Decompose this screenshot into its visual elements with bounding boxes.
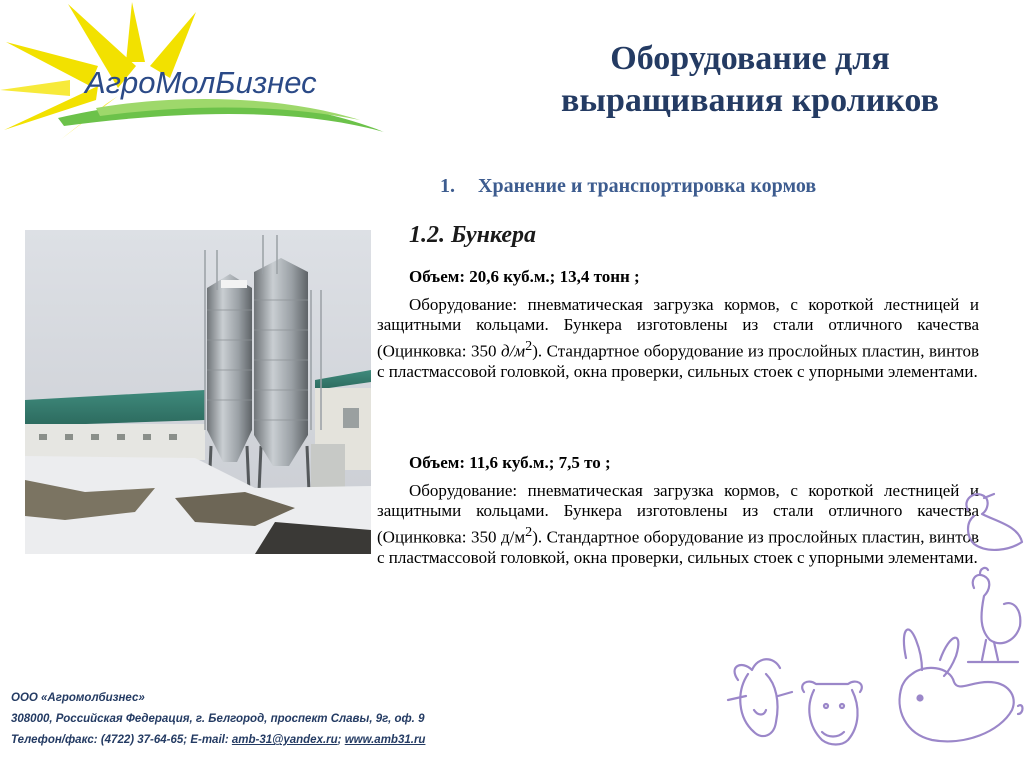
section-heading bbox=[440, 175, 816, 198]
company-phone-email: Телефон/факс: (4722) 37-64-65; E-mail: amb-31@yandex.ru; www.amb31.ru bbox=[11, 734, 426, 746]
farm-animals-illustration bbox=[718, 470, 1024, 768]
footer-contacts bbox=[11, 688, 425, 751]
agromolbiznes-logo bbox=[0, 0, 400, 150]
website-link[interactable]: www.amb31.ru bbox=[344, 734, 426, 746]
title-line-2: выращивания кроликов bbox=[561, 82, 939, 119]
spec-block-1 bbox=[377, 267, 979, 382]
silos-photo bbox=[25, 230, 371, 554]
company-address: 308000, Российская Федерация, г. Белгород, проспект Славы, 9г, оф. 9 bbox=[11, 713, 425, 725]
company-name: ООО «Агромолбизнес» bbox=[11, 692, 145, 704]
email-link[interactable]: amb-31@yandex.ru bbox=[231, 734, 338, 746]
volume-line: Объем: 20,6 куб.м.; 13,4 тонн ; bbox=[409, 267, 640, 286]
title-line-1: Оборудование для bbox=[610, 40, 890, 77]
section-number: 1. bbox=[440, 175, 455, 197]
rooster-icon bbox=[968, 568, 1020, 662]
page-title bbox=[520, 38, 980, 122]
section-label: Хранение и транспортировка кормов bbox=[478, 175, 817, 197]
duck-icon bbox=[966, 494, 1022, 550]
volume-line: Объем: 11,6 куб.м.; 7,5 то ; bbox=[409, 453, 611, 472]
rabbit-icon bbox=[900, 630, 1023, 742]
goat-icon bbox=[728, 659, 792, 736]
subsection-heading: 1.2. Бункера bbox=[409, 222, 537, 248]
description: Оборудование: пневматическая загрузка кормов, с короткой лестницей и защитными кольцами. Бункера изготовлены из стали отличного качества (Оцинковка: 350 $д/м^2$). Стандартное оборудование из прослойных пластин, винтов с пластмассовой головкой, окна проверки, сильных стоек с упорными элементами. bbox=[377, 294, 979, 381]
cow-icon bbox=[802, 682, 862, 745]
description: Оборудование: пневматическая загрузка кормов, с короткой лестницей и защитными кольцами. Бункера изготовлены из стали отличного качества (Оцинковка: 350 $д/м^2$). Стандартное оборудование из прослойных пластин, винтов с пластмассовой головкой, окна проверки, сильных стоек с упорными элементами. bbox=[377, 480, 979, 567]
logo-text: АгроМолБизнес bbox=[85, 65, 317, 100]
